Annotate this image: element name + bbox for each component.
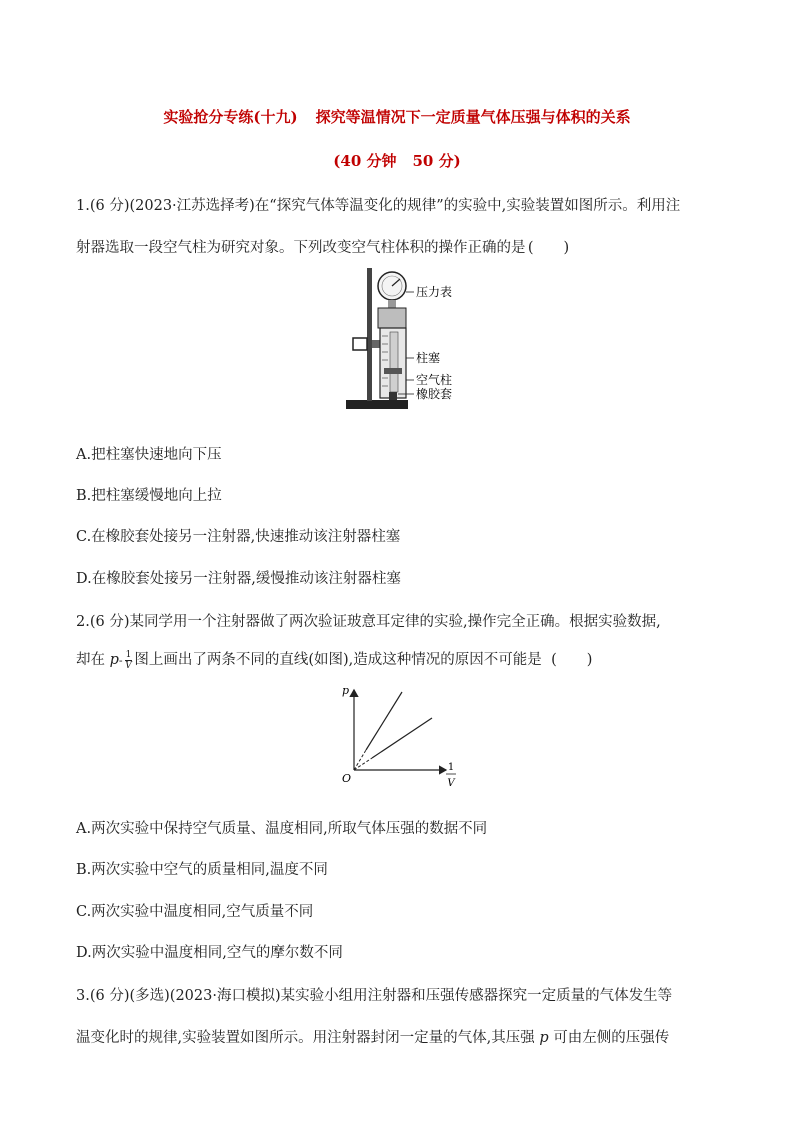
air-column-label: 空气柱 bbox=[416, 373, 453, 387]
q2-option-d: D.两次实验中温度相同,空气的摩尔数不同 bbox=[76, 945, 343, 961]
page-title bbox=[0, 106, 794, 127]
q3-stem-line1: 3.(6 分)(多选)(2023·海口模拟)某实验小组用注射器和压强传感器探究一定质量的气体发生等 bbox=[76, 988, 673, 1004]
plunger-rod bbox=[390, 332, 398, 392]
line-2-dashed-extension bbox=[354, 758, 372, 770]
stand-rod bbox=[367, 268, 372, 401]
inverse-volume-fraction: $\frac{1}{V}$ bbox=[125, 649, 132, 671]
q3-stem-post: 可由左侧的压强传 bbox=[553, 1030, 670, 1046]
q1-option-a: A.把柱塞快速地向下压 bbox=[76, 447, 222, 463]
time-score-line bbox=[0, 150, 794, 171]
q1-option-c: C.在橡胶套处接另一注射器,快速推动该注射器柱塞 bbox=[76, 529, 401, 545]
q3-stem-pre: 温变化时的规律,实验装置如图所示。用注射器封闭一定量的气体,其压强 bbox=[76, 1030, 535, 1046]
data-line-2 bbox=[372, 718, 432, 758]
answer-paren-close: ) bbox=[586, 652, 593, 668]
y-axis-label: p bbox=[342, 684, 350, 697]
answer-paren-close: ) bbox=[563, 240, 570, 256]
title-part-a: 实验抢分专练(十九) bbox=[163, 108, 298, 126]
answer-paren-open: ( bbox=[527, 240, 534, 256]
clamp-knob bbox=[353, 338, 367, 350]
q2-stem-line1: 2.(6 分)某同学用一个注射器做了两次验证玻意耳定律的实验,操作完全正确。根据实验数据, bbox=[76, 614, 661, 630]
title-part-b: 探究等温情况下一定质量气体压强与体积的关系 bbox=[315, 108, 631, 126]
q1-stem-line1: 1.(6 分)(2023·江苏选择考)在“探究气体等温变化的规律”的实验中,实验装置如图所示。利用注 bbox=[76, 198, 681, 214]
answer-paren-open: ( bbox=[551, 652, 557, 668]
q2-option-a: A.两次实验中保持空气质量、温度相同,所取气体压强的数据不同 bbox=[76, 821, 488, 837]
line-1-dashed-extension bbox=[354, 750, 366, 770]
q2-stem-line2: 却在 p- $\frac{1}{V}$ 图上画出了两条不同的直线(如图),造成这种情况的原因不可能是 ( ) bbox=[76, 649, 593, 671]
x-axis-label-numerator: 1 bbox=[447, 762, 455, 773]
q2-stem-pre: 却在 bbox=[76, 652, 105, 668]
origin-label: O bbox=[342, 772, 352, 785]
q1-option-d: D.在橡胶套处接另一注射器,缓慢推动该注射器柱塞 bbox=[76, 571, 401, 587]
plunger-label: 柱塞 bbox=[416, 351, 441, 365]
q1-option-b: B.把柱塞缓慢地向上拉 bbox=[76, 488, 222, 504]
q1-apparatus-figure bbox=[340, 266, 470, 414]
p-symbol: p bbox=[539, 1030, 549, 1046]
q2-option-c: C.两次实验中温度相同,空气质量不同 bbox=[76, 904, 314, 920]
rubber-cap-label: 橡胶套 bbox=[416, 387, 453, 401]
q3-stem-line2 bbox=[76, 1026, 669, 1047]
q1-stem-line2 bbox=[76, 236, 572, 257]
rubber-cap bbox=[389, 392, 397, 400]
q1-stem-text: 射器选取一段空气柱为研究对象。下列改变空气柱体积的操作正确的是 bbox=[76, 240, 526, 256]
p-symbol: p bbox=[109, 652, 119, 668]
q2-option-b: B.两次实验中空气的质量相同,温度不同 bbox=[76, 862, 328, 878]
total-score: 50 分) bbox=[412, 152, 461, 170]
syringe-cap bbox=[378, 308, 406, 328]
q2-stem-post: 图上画出了两条不同的直线(如图),造成这种情况的原因不可能是 bbox=[134, 652, 542, 668]
plunger bbox=[384, 368, 402, 374]
stand-base bbox=[346, 400, 408, 409]
q2-graph-figure bbox=[336, 682, 466, 792]
x-axis-label-denominator: V bbox=[447, 778, 455, 789]
gauge-label: 压力表 bbox=[416, 285, 453, 299]
time-limit: (40 分钟 bbox=[333, 152, 397, 170]
